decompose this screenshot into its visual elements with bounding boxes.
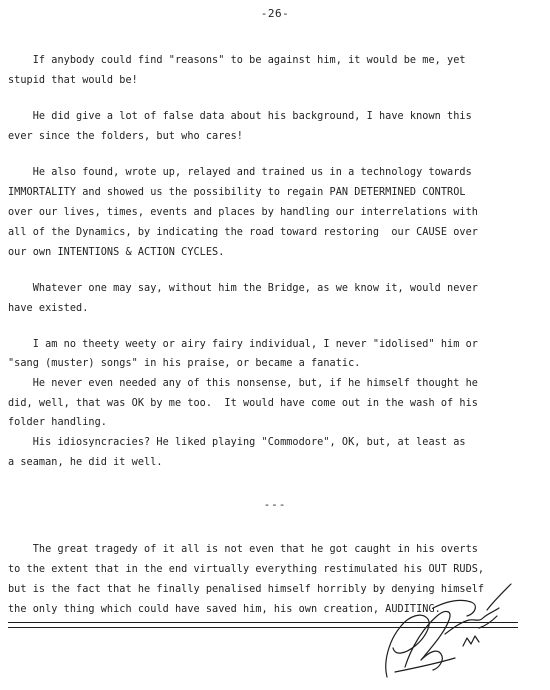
text-line: did, well, that was OK by me too. It would have come out in the wash of his [8, 398, 478, 409]
text-line: but is the fact that he finally penalised himself horribly by denying himself [8, 584, 485, 595]
text-line: to the extent that in the end virtually everything restimulated his OUT RUDS, [8, 564, 485, 575]
page-number: -26- [260, 7, 290, 20]
text-line: The great tragedy of it all is not even that he got caught in his overts [8, 544, 478, 555]
text-line: have existed. [8, 303, 89, 314]
text-line: Whatever one may say, without him the Bridge, as we know it, would never [8, 283, 478, 294]
text-line: If anybody could find "reasons" to be against him, it would be me, yet [8, 55, 466, 66]
text-line: His idiosyncracies? He liked playing "Commodore", OK, but, at least as [8, 437, 466, 448]
text-line: I am no theety weety or airy fairy individual, I never "idolised" him or [8, 339, 478, 350]
text-line: stupid that would be! [8, 75, 138, 86]
text-line: ever since the folders, but who cares! [8, 131, 243, 142]
text-line: all of the Dynamics, by indicating the road toward restoring our CAUSE over [8, 227, 478, 238]
handwritten-signature [375, 572, 515, 682]
text-line: He also found, wrote up, relayed and trained us in a technology towards [8, 167, 472, 178]
text-line: the only thing which could have saved him, his own creation, AUDITING. [8, 604, 441, 615]
text-line: "sang (muster) songs" in his praise, or became a fanatic. [8, 358, 361, 369]
text-line: our own INTENTIONS & ACTION CYCLES. [8, 247, 225, 258]
text-line: He never even needed any of this nonsense, but, if he himself thought he [8, 378, 478, 389]
text-line: over our lives, times, events and places by handling our interrelations with [8, 207, 478, 218]
text-line: a seaman, he did it well. [8, 457, 163, 468]
text-line: He did give a lot of false data about his background, I have known this [8, 111, 472, 122]
section-separator: --- [263, 498, 287, 511]
text-line: folder handling. [8, 417, 107, 428]
text-line: IMMORTALITY and showed us the possibility to regain PAN DETERMINED CONTROL [8, 187, 466, 198]
